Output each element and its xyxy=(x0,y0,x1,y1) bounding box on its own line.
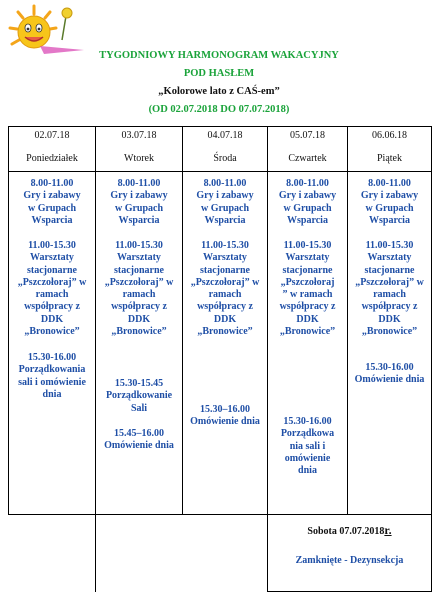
day-name: Piątek xyxy=(377,153,402,164)
day-date: 06.06.18 xyxy=(372,130,407,141)
activities-wed xyxy=(183,172,268,515)
activity-block: 15.30-16.00 Omówienie dnia xyxy=(354,362,425,386)
activity-block: 15.30–16.00 Omówienie dnia xyxy=(190,404,260,428)
day-date: 03.07.18 xyxy=(121,130,157,141)
day-date: 05.07.18 xyxy=(290,130,325,141)
activity-block: 8.00-11.00 Gry i zabawy w Grupach Wsparcia xyxy=(196,178,254,226)
activity-block: 8.00-11.00 Gry i zabawy w Grupach Wsparcia xyxy=(110,178,168,226)
activities-fri xyxy=(348,172,432,515)
activities-mon xyxy=(9,172,96,515)
activity-block: 8.00-11.00 Gry i zabawy w Grupach Wsparcia xyxy=(278,178,337,226)
activity-block: 15.45–16.00 Omówienie dnia xyxy=(104,428,174,452)
day-header-fri xyxy=(348,127,432,172)
day-header-mon xyxy=(9,127,96,172)
activity-block: 15.30-16.00 Porządkowania sali i omówienie dnia xyxy=(18,352,86,400)
saturday-status: Zamknięte - Dezynsekcja xyxy=(295,555,404,566)
day-name: Czwartek xyxy=(288,153,327,164)
activities-row xyxy=(9,172,432,515)
schedule-motto: „Kolorowe lato z CAŚ-em” xyxy=(158,86,280,97)
saturday-title: Sobota 07.07.2018r. xyxy=(307,523,392,537)
activity-block: 11.00-15.30 Warsztaty stacjonarne „Pszczołoraj ” w ramach współpracy z DDK „Bronowice” xyxy=(279,240,336,338)
activities-tue xyxy=(96,172,183,515)
activity-block: 11.00-15.30 Warsztaty stacjonarne „Pszczołoraj” w ramach współpracy z DDK „Bronowice” xyxy=(355,240,424,338)
day-header-wed xyxy=(183,127,268,172)
activity-block: 11.00-15.30 Warsztaty stacjonarne „Pszczołoraj” w ramach współpracy z DDK „Bronowice” xyxy=(17,240,87,338)
day-header-thu xyxy=(268,127,348,172)
activity-block: 11.00-15.30 Warsztaty stacjonarne „Pszczołoraj” w ramach współpracy z DDK „Bronowice” xyxy=(190,240,260,338)
activity-block: 8.00-11.00 Gry i zabawy w Grupach Wsparcia xyxy=(23,178,81,226)
saturday-cell xyxy=(268,515,432,592)
day-name: Wtorek xyxy=(124,153,154,164)
activity-block: 15.30-15.45 Porządkowanie Sali xyxy=(105,378,173,414)
day-date: 02.07.18 xyxy=(34,130,70,141)
schedule-table xyxy=(8,126,431,592)
activities-thu xyxy=(268,172,348,515)
activity-block: 11.00-15.30 Warsztaty stacjonarne „Pszczołoraj” w ramach współpracy z DDK „Bronowice” xyxy=(104,240,174,338)
day-name: Środa xyxy=(213,153,237,164)
activity-block: 8.00-11.00 Gry i zabawy w Grupach Wsparcia xyxy=(360,178,419,226)
activity-block: 15.30-16.00 Porządkowa nia sali i omówienie dnia xyxy=(280,416,335,477)
schedule-subtitle: POD HASŁEM xyxy=(183,68,255,79)
saturday-row xyxy=(9,515,432,592)
day-header-tue xyxy=(96,127,183,172)
schedule-date-range: (OD 02.07.2018 DO 07.07.2018) xyxy=(148,104,290,115)
day-date: 04.07.18 xyxy=(207,130,243,141)
day-name: Poniedziałek xyxy=(26,153,78,164)
schedule-title: TYGODNIOWY HARMONOGRAM WAKACYJNY xyxy=(99,50,339,61)
day-header-row xyxy=(9,127,432,172)
